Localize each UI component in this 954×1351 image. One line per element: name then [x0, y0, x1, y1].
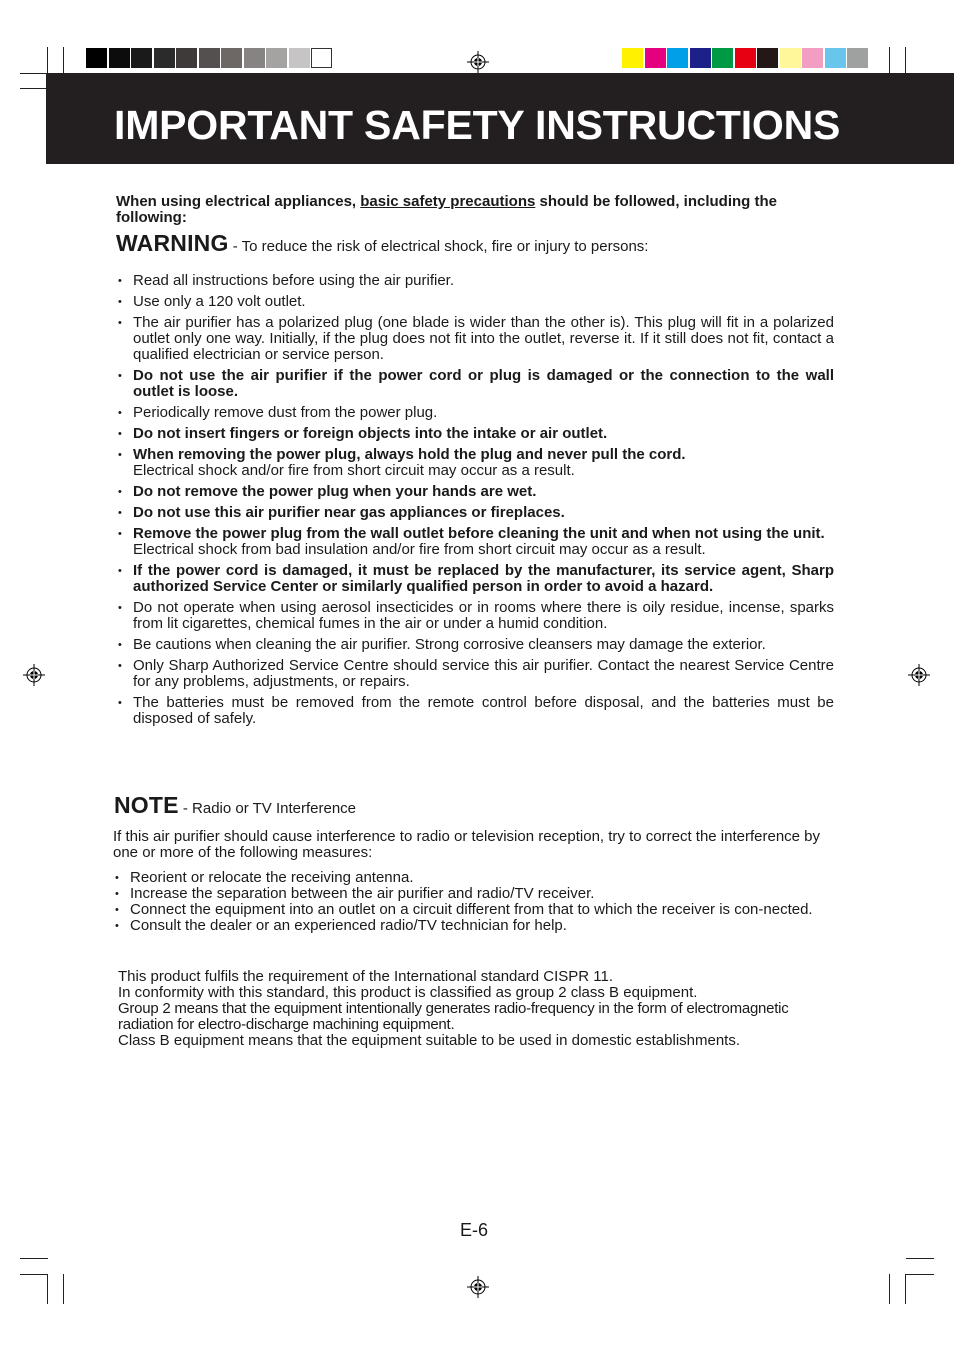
note-item: • Increase the separation between the air purifier and radio/TV receiver.	[113, 886, 834, 902]
color-swatch	[311, 48, 332, 68]
title-banner	[46, 73, 954, 164]
color-swatch	[622, 48, 643, 68]
crop-mark	[905, 1274, 906, 1304]
grayscale-color-bar	[86, 48, 334, 68]
warning-item	[116, 695, 834, 727]
color-swatch	[735, 48, 756, 68]
warning-item-text: Do not remove the power plug when your hands are wet.	[133, 483, 537, 500]
color-swatch	[645, 48, 666, 68]
warning-item-note: Electrical shock and/or fire from short circuit may occur as a result.	[133, 462, 575, 479]
crop-mark	[20, 73, 48, 74]
note-heading	[114, 792, 356, 819]
color-swatch	[667, 48, 688, 68]
color-swatch	[266, 48, 287, 68]
warning-item	[116, 563, 834, 595]
note-item: • Consult the dealer or an experienced radio/TV technician for help.	[113, 918, 834, 934]
warning-item	[116, 273, 834, 289]
warning-item	[116, 658, 834, 690]
crop-mark	[889, 1274, 890, 1304]
warning-item	[116, 315, 834, 363]
color-swatch	[199, 48, 220, 68]
note-intro-paragraph: If this air purifier should cause interference to radio or television reception, try to correct the interference by one or more of the following measures:	[113, 828, 821, 861]
compliance-line: In conformity with this standard, this product is classified as group 2 class B equipment.	[118, 984, 698, 1001]
warning-item	[116, 600, 834, 632]
warning-item	[116, 637, 834, 653]
compliance-line: Group 2 means that the equipment intentionally generates radio-frequency in the form of electromagnetic radiation for electro-discharge machining equipment.	[118, 1000, 789, 1033]
warning-item-text: Periodically remove dust from the power plug.	[133, 404, 438, 421]
intro-text-end: should be followed, including the following:	[116, 193, 777, 226]
note-item: • Connect the equipment into an outlet on a circuit different from that to which the receiver is con-nected.	[113, 902, 834, 918]
compliance-line: This product fulfils the requirement of the International standard CISPR 11.	[118, 968, 613, 985]
crop-mark	[906, 1274, 934, 1275]
crop-mark	[47, 1274, 48, 1304]
warning-item-text: Do not insert fingers or foreign objects into the intake or air outlet.	[133, 425, 608, 442]
warning-item	[116, 484, 834, 500]
intro-text-start: When using electrical appliances,	[116, 193, 361, 210]
crop-mark	[906, 1258, 934, 1259]
color-swatch	[802, 48, 823, 68]
warning-item-text: Read all instructions before using the air purifier.	[133, 272, 455, 289]
color-swatch	[131, 48, 152, 68]
warning-item-text: Use only a 120 volt outlet.	[133, 293, 306, 310]
warning-subtitle: - To reduce the risk of electrical shock, fire or injury to persons:	[228, 238, 649, 255]
warning-item	[116, 426, 834, 442]
warning-item-text: The air purifier has a polarized plug (one blade is wider than the other is). This plug will fit in a polarized outlet only one way. Initially, if the plug does not fit into the outlet, reverse it. If it still does not fit, contact a qualified electrician or service person.	[133, 314, 834, 363]
warning-item-text: Do not use this air purifier near gas appliances or fireplaces.	[133, 504, 565, 521]
warning-item-text: Do not operate when using aerosol insecticides or in rooms where there is oily residue, incense, sparks from lit cigarettes, chemical fumes in the air or under a humid condition.	[133, 599, 834, 632]
warning-item-text: When removing the power plug, always hold the plug and never pull the cord.	[133, 446, 686, 463]
color-swatch	[825, 48, 846, 68]
color-swatch	[780, 48, 801, 68]
warning-item	[116, 526, 834, 558]
color-swatch	[154, 48, 175, 68]
warning-item-text: Do not use the air purifier if the power cord or plug is damaged or the connection to the wall outlet is loose.	[133, 367, 834, 400]
crop-mark	[20, 1258, 48, 1259]
process-color-bar	[622, 48, 870, 68]
registration-mark-icon	[467, 1276, 489, 1298]
crop-mark	[20, 88, 48, 89]
page-title: IMPORTANT SAFETY INSTRUCTIONS	[114, 102, 841, 148]
compliance-statement	[118, 969, 838, 1049]
note-subtitle: - Radio or TV Interference	[178, 800, 357, 817]
color-swatch	[221, 48, 242, 68]
note-item: • Reorient or relocate the receiving antenna.	[113, 870, 834, 886]
warning-heading	[116, 230, 648, 257]
warning-item-text: If the power cord is damaged, it must be replaced by the manufacturer, its service agent, Sharp authorized Service Center or similarly qualified person in order to avoid a hazard.	[133, 562, 834, 595]
compliance-line: Class B equipment means that the equipment suitable to be used in domestic establishments.	[118, 1032, 741, 1049]
warning-item-text: Be cautions when cleaning the air purifier. Strong corrosive cleansers may damage the exterior.	[133, 636, 766, 653]
page-number: E-6	[460, 1220, 489, 1240]
color-swatch	[176, 48, 197, 68]
warning-item-note: Electrical shock from bad insulation and/or fire from short circuit may occur as a result.	[133, 541, 706, 558]
note-label: NOTE	[114, 792, 179, 818]
registration-mark-icon	[23, 664, 45, 686]
color-swatch	[690, 48, 711, 68]
warning-label: WARNING	[116, 230, 229, 256]
warning-item-text: The batteries must be removed from the remote control before disposal, and the batteries must be disposed of safely.	[133, 694, 834, 727]
warning-item	[116, 294, 834, 310]
warning-item-text: Remove the power plug from the wall outlet before cleaning the unit and when not using the unit.	[133, 525, 825, 542]
color-swatch	[757, 48, 778, 68]
crop-mark	[20, 1274, 48, 1275]
warning-item	[116, 368, 834, 400]
color-swatch	[109, 48, 130, 68]
warning-list	[116, 273, 834, 732]
color-swatch	[86, 48, 107, 68]
intro-paragraph	[116, 194, 834, 226]
intro-underlined-text: basic safety precautions	[360, 193, 536, 210]
note-list	[113, 870, 834, 934]
warning-item	[116, 447, 834, 479]
color-swatch	[244, 48, 265, 68]
warning-item	[116, 405, 834, 421]
warning-item	[116, 505, 834, 521]
color-swatch	[712, 48, 733, 68]
registration-mark-icon	[467, 51, 489, 73]
registration-mark-icon	[908, 664, 930, 686]
color-swatch	[289, 48, 310, 68]
crop-mark	[63, 1274, 64, 1304]
color-swatch	[847, 48, 868, 68]
warning-item-text: Only Sharp Authorized Service Centre should service this air purifier. Contact the nearest Service Centre for any problems, adjustments, or repairs.	[133, 657, 834, 690]
